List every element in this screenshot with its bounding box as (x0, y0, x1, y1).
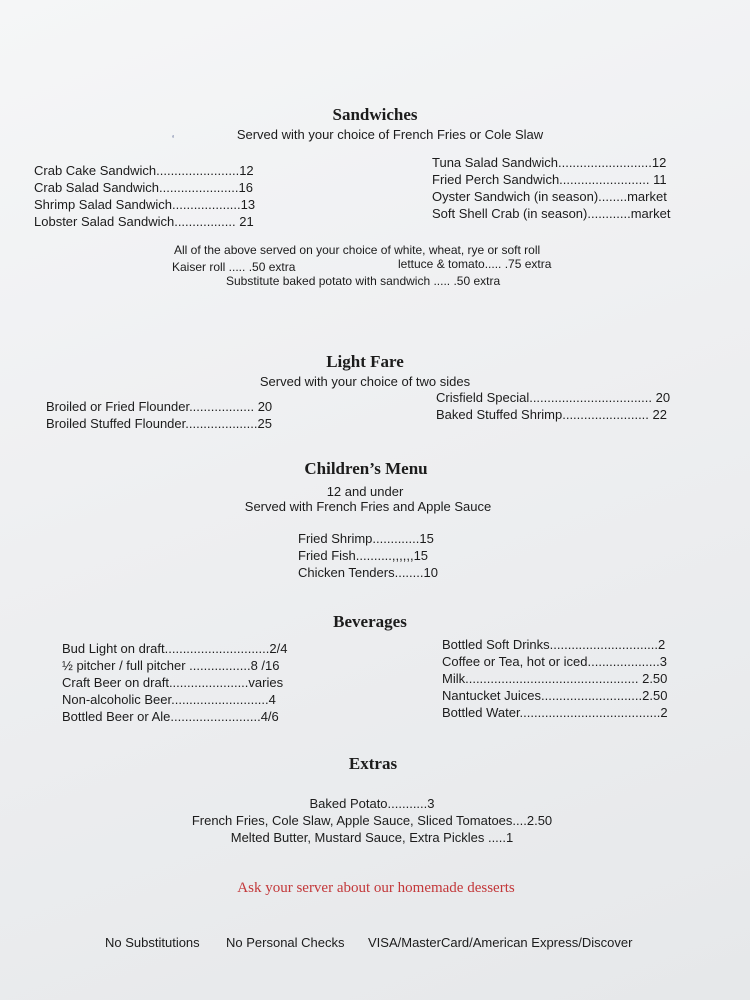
menu-item: Bottled Soft Drinks..............................2 (442, 637, 666, 652)
menu-item: Nantucket Juices............................2.50 (442, 688, 668, 703)
beverages-left-list (62, 640, 287, 725)
footer-accepted-cards: VISA/MasterCard/American Express/Discover (368, 935, 633, 950)
menu-item: Fried Shrimp.............15 (298, 531, 434, 546)
menu-item: Baked Stuffed Shrimp........................ 22 (436, 407, 667, 422)
sandwiches-left-list (34, 162, 255, 230)
menu-item: Soft Shell Crab (in season)............market (432, 206, 671, 221)
menu-item: Broiled Stuffed Flounder....................25 (46, 416, 272, 431)
light-fare-heading: Light Fare (326, 352, 404, 371)
footer-no-checks: No Personal Checks (226, 935, 345, 950)
menu-item: Bottled Water.......................................2 (442, 705, 668, 720)
menu-item: French Fries, Cole Slaw, Apple Sauce, Sliced Tomatoes....2.50 (191, 813, 553, 828)
sandwiches-right-list (432, 154, 670, 222)
menu-item: Lobster Salad Sandwich................. 21 (34, 214, 254, 229)
menu-item: Chicken Tenders........10 (298, 565, 438, 580)
footer-no-substitutions: No Substitutions (105, 935, 200, 950)
sandwiches-note-lettuce: lettuce & tomato..... .75 extra (398, 257, 552, 271)
pen-mark: ‘ (172, 134, 175, 145)
light-fare-subtitle: Served with your choice of two sides (259, 374, 471, 389)
menu-item: Fried Perch Sandwich......................... 11 (432, 172, 667, 187)
childrens-menu-age: 12 and under (326, 484, 404, 499)
menu-item: Oyster Sandwich (in season)........market (432, 189, 667, 204)
sandwiches-note-potato: Substitute baked potato with sandwich ..... .50 extra (226, 274, 501, 288)
extras-heading: Extras (348, 754, 398, 773)
menu-item: Non-alcoholic Beer...........................4 (62, 692, 276, 707)
menu-item: Shrimp Salad Sandwich...................13 (34, 197, 256, 212)
menu-item: Tuna Salad Sandwich..........................12 (432, 155, 667, 170)
menu-item: Crab Salad Sandwich......................16 (34, 180, 253, 195)
menu-item: Broiled or Fried Flounder.................. 20 (46, 399, 273, 414)
menu-item: Craft Beer on draft......................varies (62, 675, 284, 690)
menu-item: Fried Fish..........,,,,,,15 (298, 548, 429, 563)
light-fare-right-list (436, 389, 670, 423)
extras-list (0, 795, 747, 846)
beverages-right-list (442, 636, 668, 721)
light-fare-left-list (46, 398, 272, 432)
menu-item: Crisfield Special.................................. 20 (436, 390, 671, 405)
sandwiches-note-kaiser: Kaiser roll ..... .50 extra (172, 260, 296, 274)
sandwiches-note-bread: All of the above served on your choice of white, wheat, rye or soft roll (174, 243, 541, 257)
sandwiches-subtitle: Served with your choice of French Fries or Cole Slaw (236, 127, 544, 142)
menu-item: Bud Light on draft.............................2/4 (62, 641, 288, 656)
menu-item: Milk................................................ 2.50 (442, 671, 668, 686)
menu-item: Melted Butter, Mustard Sauce, Extra Pickles .....1 (230, 830, 514, 845)
menu-item: ½ pitcher / full pitcher .................8 /16 (62, 658, 280, 673)
childrens-menu-heading: Children’s Menu (304, 459, 428, 478)
desserts-note: Ask your server about our homemade desserts (237, 880, 515, 896)
menu-item: Baked Potato...........3 (309, 796, 435, 811)
menu-item: Crab Cake Sandwich.......................12 (34, 163, 254, 178)
menu-item: Coffee or Tea, hot or iced....................3 (442, 654, 667, 669)
menu-item: Bottled Beer or Ale.........................4/6 (62, 709, 279, 724)
sandwiches-heading: Sandwiches (332, 105, 418, 124)
childrens-menu-subtitle: Served with French Fries and Apple Sauce (244, 499, 492, 514)
childrens-menu-list (298, 530, 438, 581)
beverages-heading: Beverages (333, 612, 407, 631)
